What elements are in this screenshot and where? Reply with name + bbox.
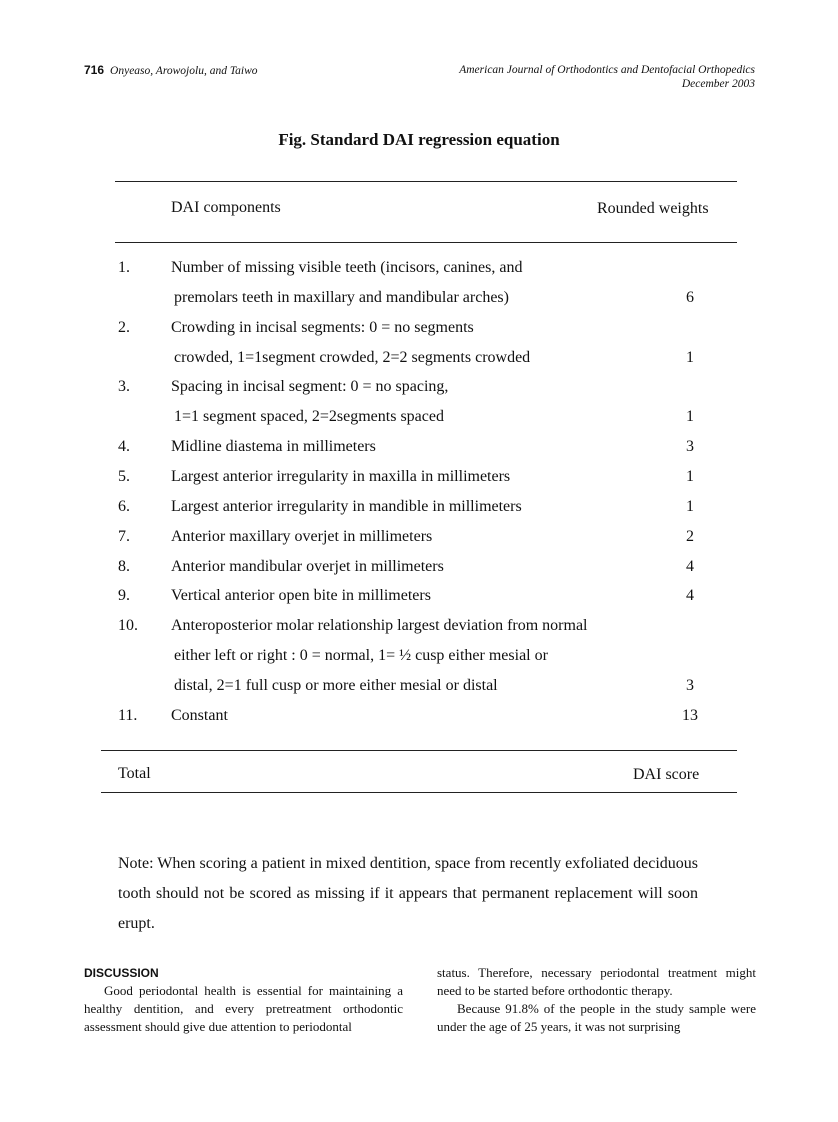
total-label: Total [118,765,151,782]
table-row [0,462,838,492]
rounded-weight: 1 [686,467,694,485]
component-text: Constant [171,706,228,724]
discussion-paragraph: Because 91.8% of the people in the study sample were under the age of 25 years, it was not surprising [437,1001,756,1034]
table-row [0,432,838,462]
component-text: distal, 2=1 full cusp or more either mesial or distal [174,676,498,694]
figure-title: Fig. Standard DAI regression equation [278,130,560,149]
journal-name: American Journal of Orthodontics and Dentofacial Orthopedics [459,64,755,76]
discussion-right-column [437,964,756,1036]
table-row [0,581,838,611]
rounded-weight: 1 [686,408,694,426]
component-text: premolars teeth in maxillary and mandibular arches) [174,288,509,306]
discussion-heading: DISCUSSION [84,966,159,980]
component-text: Crowding in incisal segments: 0 = no segments [171,318,474,336]
table-row [0,522,838,552]
table-row [0,402,838,432]
component-text: Anterior mandibular overjet in millimeters [171,557,444,575]
rounded-weight: 6 [686,288,694,306]
item-number: 1. [118,259,130,276]
component-text: crowded, 1=1segment crowded, 2=2 segments crowded [174,348,531,366]
total-rule [101,792,737,793]
component-text: 1=1 segment spaced, 2=2segments spaced [174,408,444,426]
page-number: 716 [84,63,105,77]
column-header-weights: Rounded weights [597,200,709,217]
component-text: Number of missing visible teeth (incisors, canines, and [171,259,523,276]
table-row [0,611,838,641]
rounded-weight: 1 [686,497,694,515]
table-row [0,671,838,701]
item-number: 2. [118,318,130,336]
discussion-left-column [84,964,403,1036]
rounded-weight: 13 [682,706,698,724]
issue-date: December 2003 [681,78,755,90]
item-number: 4. [118,438,130,456]
component-text: Largest anterior irregularity in maxilla in millimeters [171,467,511,485]
discussion-paragraph-continued: status. Therefore, necessary periodontal treatment might need to be started before orthodontic therapy. [437,965,756,998]
item-number: 8. [118,557,130,575]
figure-note: Note: When scoring a patient in mixed dentition, space from recently exfoliated deciduous tooth should not be scored as missing if it appears that permanent replacement will soon erupt. [118,855,698,932]
component-text: Largest anterior irregularity in mandible in millimeters [171,497,522,515]
column-header-components: DAI components [171,199,281,216]
table-row [0,641,838,671]
item-number: 11. [118,706,138,724]
item-number: 7. [118,527,130,545]
running-header-right [459,63,755,91]
bottom-rule [101,750,737,751]
header-rule [115,242,737,243]
rounded-weight: 4 [686,557,694,575]
discussion-paragraph: Good periodontal health is essential for maintaining a healthy dentition, and every pretreatment orthodontic assessment should give due attention to periodontal [84,983,403,1034]
table-row [0,313,838,343]
table-row [0,492,838,522]
rounded-weight: 2 [686,527,694,545]
item-number: 9. [118,587,130,605]
rounded-weight: 4 [686,587,694,605]
table-row [0,253,838,283]
table-row [0,343,838,373]
table-row [0,701,838,731]
item-number: 10. [118,617,138,635]
rounded-weight: 1 [686,348,694,366]
table-row [0,283,838,313]
table-row [0,552,838,582]
authors: Onyeaso, Arowojolu, and Taiwo [110,65,258,77]
component-text: Vertical anterior open bite in millimeters [171,587,431,605]
component-text: Anterior maxillary overjet in millimeters [171,527,433,545]
item-number: 5. [118,467,130,485]
component-text: Midline diastema in millimeters [171,438,376,456]
total-value: DAI score [633,766,700,783]
item-number: 6. [118,497,130,515]
rounded-weight: 3 [686,676,694,694]
top-rule [115,181,737,182]
rounded-weight: 3 [686,438,694,456]
component-text: Anteroposterior molar relationship largest deviation from normal [171,617,588,635]
table-row [0,372,838,402]
component-text: Spacing in incisal segment: 0 = no spacing, [171,378,449,396]
item-number: 3. [118,378,130,396]
component-text: either left or right : 0 = normal, 1= ½ cusp either mesial or [174,647,548,665]
running-header-left [84,63,258,77]
